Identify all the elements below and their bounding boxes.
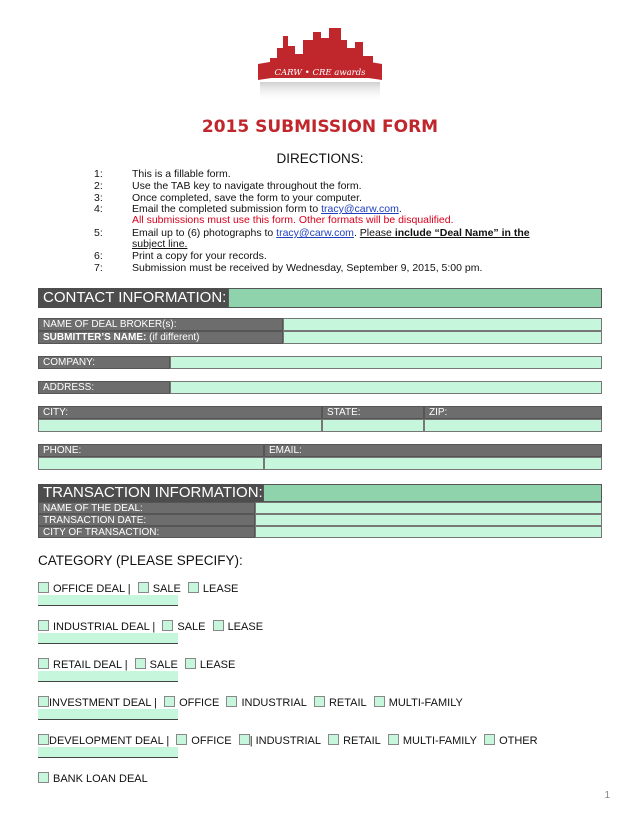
- company-field[interactable]: [170, 356, 602, 369]
- option-label: DEVELOPMENT DEAL |: [49, 735, 170, 747]
- broker-name-label: NAME OF DEAL BROKER(s):: [38, 318, 283, 331]
- option-label: OFFICE: [179, 697, 220, 709]
- direction-emphasis: Please: [359, 227, 395, 239]
- state-field[interactable]: [322, 419, 424, 432]
- investment-multifamily-checkbox[interactable]: [374, 696, 385, 707]
- office-deal-checkbox[interactable]: [38, 582, 49, 593]
- retail-deal-checkbox[interactable]: [38, 658, 49, 669]
- bank-loan-row: [38, 772, 152, 785]
- option-label: INDUSTRIAL: [241, 697, 307, 709]
- investment-deal-checkbox[interactable]: [38, 696, 49, 707]
- investment-office-checkbox[interactable]: [164, 696, 175, 707]
- development-other-field[interactable]: [38, 747, 178, 758]
- industrial-lease-checkbox[interactable]: [213, 620, 224, 631]
- industrial-sale-checkbox[interactable]: [162, 620, 173, 631]
- option-label: MULTI-FAMILY: [402, 735, 477, 747]
- zip-label: ZIP:: [424, 406, 602, 419]
- city-label: CITY:: [38, 406, 322, 419]
- development-deal-row: [38, 734, 542, 747]
- direction-num: 4:: [94, 203, 103, 215]
- carw-cre-awards-logo: [255, 18, 385, 110]
- option-label: SALE: [177, 621, 206, 633]
- logo-text: CARW • CRE awards: [274, 68, 366, 78]
- option-label: LEASE: [227, 621, 264, 633]
- investment-retail-checkbox[interactable]: [314, 696, 325, 707]
- option-label: MULTI-FAMILY: [388, 697, 463, 709]
- development-deal-checkbox[interactable]: [38, 734, 49, 745]
- retail-sale-checkbox[interactable]: [135, 658, 146, 669]
- direction-text-part: Email up to (6) photographs to: [132, 227, 277, 239]
- direction-warning: All submissions must use this form. Other formats will be disqualified.: [132, 214, 454, 226]
- direction-text: [132, 227, 530, 239]
- transaction-section-header: TRANSACTION INFORMATION:: [38, 484, 263, 502]
- industrial-deal-checkbox[interactable]: [38, 620, 49, 631]
- email-link[interactable]: tracy@carw.com: [321, 203, 399, 215]
- city-field[interactable]: [38, 419, 322, 432]
- submitter-label-rest: (if different): [146, 332, 200, 343]
- direction-text: Once completed, save the form to your computer.: [132, 192, 362, 204]
- directions-heading: DIRECTIONS:: [276, 151, 364, 166]
- development-retail-checkbox[interactable]: [328, 734, 339, 745]
- office-lease-checkbox[interactable]: [188, 582, 199, 593]
- direction-text: This is a fillable form.: [132, 168, 231, 180]
- transaction-date-label: TRANSACTION DATE:: [38, 514, 255, 526]
- page-number: 1: [604, 790, 610, 801]
- direction-num: 3:: [94, 192, 103, 204]
- direction-text-part: .: [353, 227, 360, 239]
- direction-text: Use the TAB key to navigate throughout the form.: [132, 180, 362, 192]
- option-label: INVESTMENT DEAL |: [49, 697, 157, 709]
- direction-num: 6:: [94, 250, 103, 262]
- submitter-name-field[interactable]: [283, 331, 602, 344]
- option-label: RETAIL DEAL |: [53, 659, 128, 671]
- submitter-label-bold: SUBMITTER’S NAME:: [43, 332, 147, 343]
- phone-label: PHONE:: [38, 444, 264, 457]
- option-label: SALE: [152, 583, 181, 595]
- option-label: OTHER: [499, 735, 538, 747]
- direction-num: 5:: [94, 227, 103, 239]
- industrial-deal-row: [38, 620, 267, 633]
- state-label: STATE:: [322, 406, 424, 419]
- direction-num: 2:: [94, 180, 103, 192]
- office-sale-checkbox[interactable]: [138, 582, 149, 593]
- development-multifamily-checkbox[interactable]: [388, 734, 399, 745]
- phone-field[interactable]: [38, 457, 264, 470]
- development-office-checkbox[interactable]: [176, 734, 187, 745]
- address-label: ADDRESS:: [38, 381, 170, 394]
- submitter-name-label: [38, 331, 283, 344]
- direction-text-cont: subject line.: [132, 238, 188, 250]
- category-heading: CATEGORY (PLEASE SPECIFY):: [38, 553, 243, 568]
- retail-lease-checkbox[interactable]: [185, 658, 196, 669]
- direction-text: Submission must be received by Wednesday, September 9, 2015, 5:00 pm.: [132, 262, 483, 274]
- investment-deal-row: [38, 696, 467, 709]
- direction-num: 7:: [94, 262, 103, 274]
- direction-num: 1:: [94, 168, 103, 180]
- company-label: COMPANY:: [38, 356, 170, 369]
- contact-section-header-bar: [228, 288, 602, 308]
- option-label: LEASE: [202, 583, 239, 595]
- deal-name-label: NAME OF THE DEAL:: [38, 502, 255, 514]
- deal-name-field[interactable]: [255, 502, 602, 514]
- transaction-section-header-bar: [263, 484, 602, 502]
- investment-other-field[interactable]: [38, 709, 178, 720]
- option-label: OFFICE DEAL |: [53, 583, 131, 595]
- option-label: INDUSTRIAL DEAL |: [53, 621, 156, 633]
- investment-industrial-checkbox[interactable]: [226, 696, 237, 707]
- email-label: EMAIL:: [264, 444, 602, 457]
- direction-text: Print a copy for your records.: [132, 250, 267, 262]
- option-label: LEASE: [199, 659, 236, 671]
- option-label: | INDUSTRIAL: [249, 735, 322, 747]
- development-other-checkbox[interactable]: [484, 734, 495, 745]
- direction-text-part: .: [398, 203, 402, 215]
- address-field[interactable]: [170, 381, 602, 394]
- transaction-city-label: CITY OF TRANSACTION:: [38, 526, 255, 538]
- retail-deal-row: [38, 658, 239, 671]
- office-other-field[interactable]: [38, 595, 178, 606]
- option-label: RETAIL: [343, 735, 381, 747]
- page-title: 2015 SUBMISSION FORM: [201, 117, 439, 137]
- option-label: BANK LOAN DEAL: [53, 773, 148, 785]
- office-deal-row: [38, 582, 242, 595]
- direction-text-part: Email the completed submission form to: [132, 203, 322, 215]
- transaction-city-field[interactable]: [255, 526, 602, 538]
- option-label: SALE: [149, 659, 178, 671]
- transaction-date-field[interactable]: [255, 514, 602, 526]
- industrial-other-field[interactable]: [38, 633, 178, 644]
- option-label: RETAIL: [328, 697, 367, 709]
- development-industrial-checkbox[interactable]: [239, 734, 250, 745]
- retail-other-field[interactable]: [38, 671, 178, 682]
- direction-emphasis: include “Deal Name” in the: [394, 227, 530, 239]
- zip-field[interactable]: [424, 419, 602, 432]
- option-label: OFFICE: [191, 735, 232, 747]
- bank-loan-checkbox[interactable]: [38, 772, 49, 783]
- contact-section-header: CONTACT INFORMATION:: [38, 288, 228, 308]
- broker-name-field[interactable]: [283, 318, 602, 331]
- email-field[interactable]: [264, 457, 602, 470]
- email-link[interactable]: tracy@carw.com: [276, 227, 354, 239]
